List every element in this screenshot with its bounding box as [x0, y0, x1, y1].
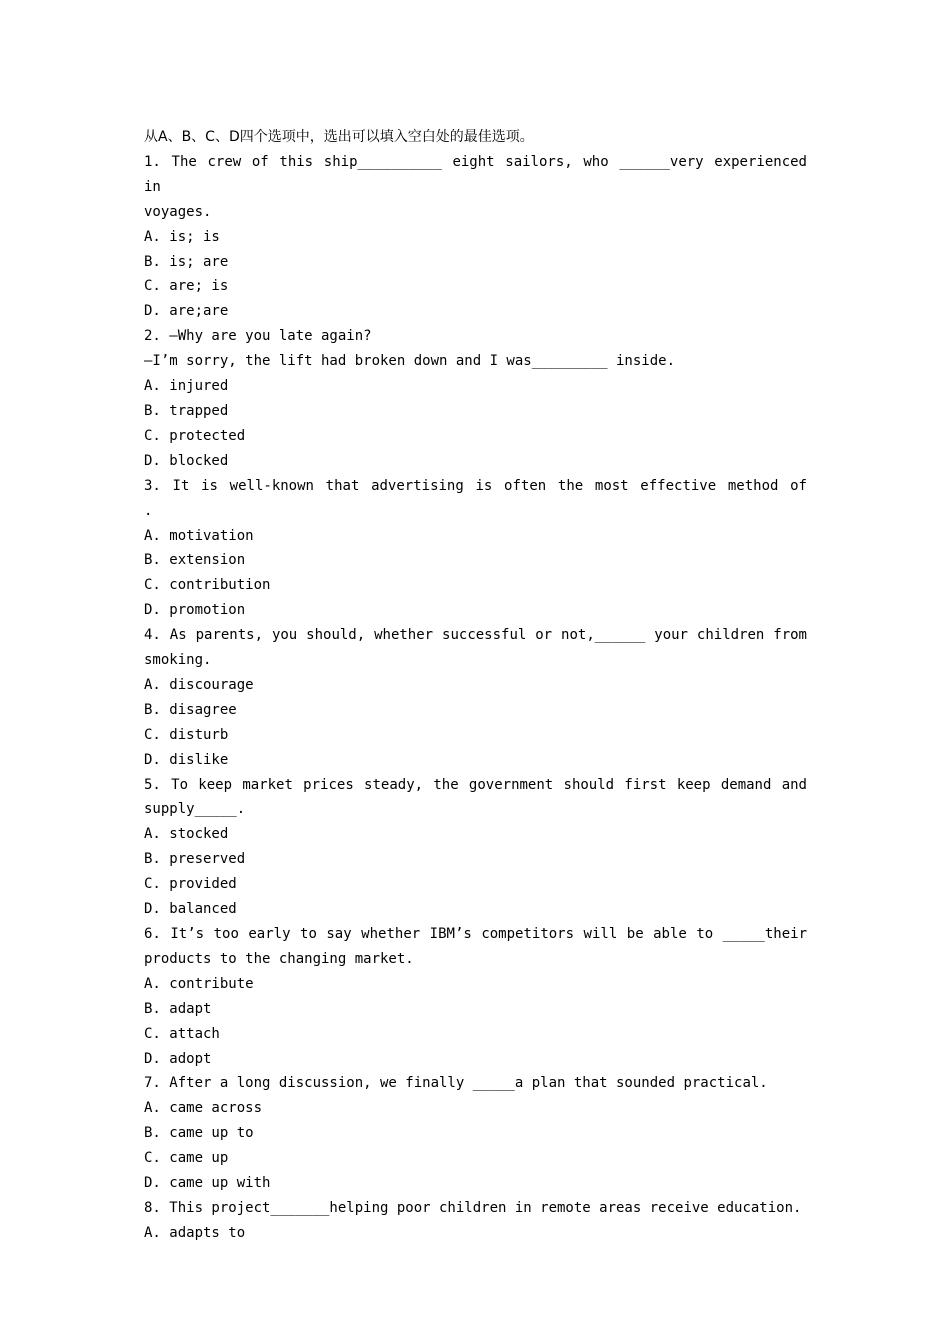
question-stem: 2. —Why are you late again?: [144, 328, 372, 345]
question-stem: 7. After a long discussion, we finally _____a plan that sounded practical.: [144, 1075, 768, 1092]
option-d: D. are;are: [144, 303, 229, 320]
option-c: C. protected: [144, 427, 246, 444]
question-stem: supply_____.: [144, 801, 246, 818]
question-stem: smoking.: [144, 652, 212, 669]
question-stem: .: [144, 502, 153, 519]
option-b: B. adapt: [144, 1000, 212, 1017]
question-stem: 1. The crew of this ship__________ eight sailors, who ______very experienced in: [144, 153, 807, 195]
question-1: [144, 150, 807, 324]
question-7: [144, 1071, 807, 1196]
question-stem: products to the changing market.: [144, 950, 414, 967]
option-a: A. injured: [144, 378, 229, 395]
option-d: D. adopt: [144, 1050, 212, 1067]
option-d: D. came up with: [144, 1175, 271, 1192]
option-b: B. preserved: [144, 851, 246, 868]
option-d: D. promotion: [144, 602, 246, 619]
option-a: A. is; is: [144, 228, 220, 245]
option-a: A. came across: [144, 1100, 263, 1117]
option-a: A. stocked: [144, 826, 229, 843]
question-6: [144, 922, 807, 1071]
option-b: B. extension: [144, 552, 246, 569]
option-c: C. came up: [144, 1150, 229, 1167]
option-d: D. blocked: [144, 452, 229, 469]
question-5: [144, 773, 807, 922]
option-b: B. trapped: [144, 402, 229, 419]
question-stem: 5. To keep market prices steady, the government should first keep demand and: [144, 776, 807, 793]
option-b: B. is; are: [144, 253, 229, 270]
question-8: [144, 1196, 807, 1246]
option-b: B. disagree: [144, 701, 237, 718]
option-d: D. dislike: [144, 751, 229, 768]
document-page: [144, 125, 807, 1246]
question-3: [144, 474, 807, 623]
question-stem: voyages.: [144, 203, 212, 220]
question-stem: 8. This project_______helping poor children in remote areas receive education.: [144, 1199, 802, 1216]
option-c: C. contribution: [144, 577, 271, 594]
option-b: B. came up to: [144, 1125, 254, 1142]
question-stem: 6. It’s too early to say whether IBM’s competitors will be able to _____their: [144, 926, 807, 942]
option-a: A. discourage: [144, 676, 254, 693]
option-a: A. motivation: [144, 527, 254, 544]
option-c: C. are; is: [144, 278, 229, 295]
question-stem: 4. As parents, you should, whether successful or not,______ your children from: [144, 627, 807, 644]
option-a: A. adapts to: [144, 1224, 246, 1241]
question-stem: 3. It is well-known that advertising is often the most effective method of: [144, 477, 807, 494]
option-d: D. balanced: [144, 901, 237, 918]
option-c: C. disturb: [144, 726, 229, 743]
option-c: C. provided: [144, 876, 237, 893]
option-c: C. attach: [144, 1025, 220, 1042]
question-2: [144, 324, 807, 473]
question-stem: —I’m sorry, the lift had broken down and I was_________ inside.: [144, 353, 676, 370]
instruction-text: 从A、B、C、D四个选项中，选出可以填入空白处的最佳选项。: [144, 129, 534, 145]
option-a: A. contribute: [144, 975, 254, 992]
question-4: [144, 623, 807, 772]
